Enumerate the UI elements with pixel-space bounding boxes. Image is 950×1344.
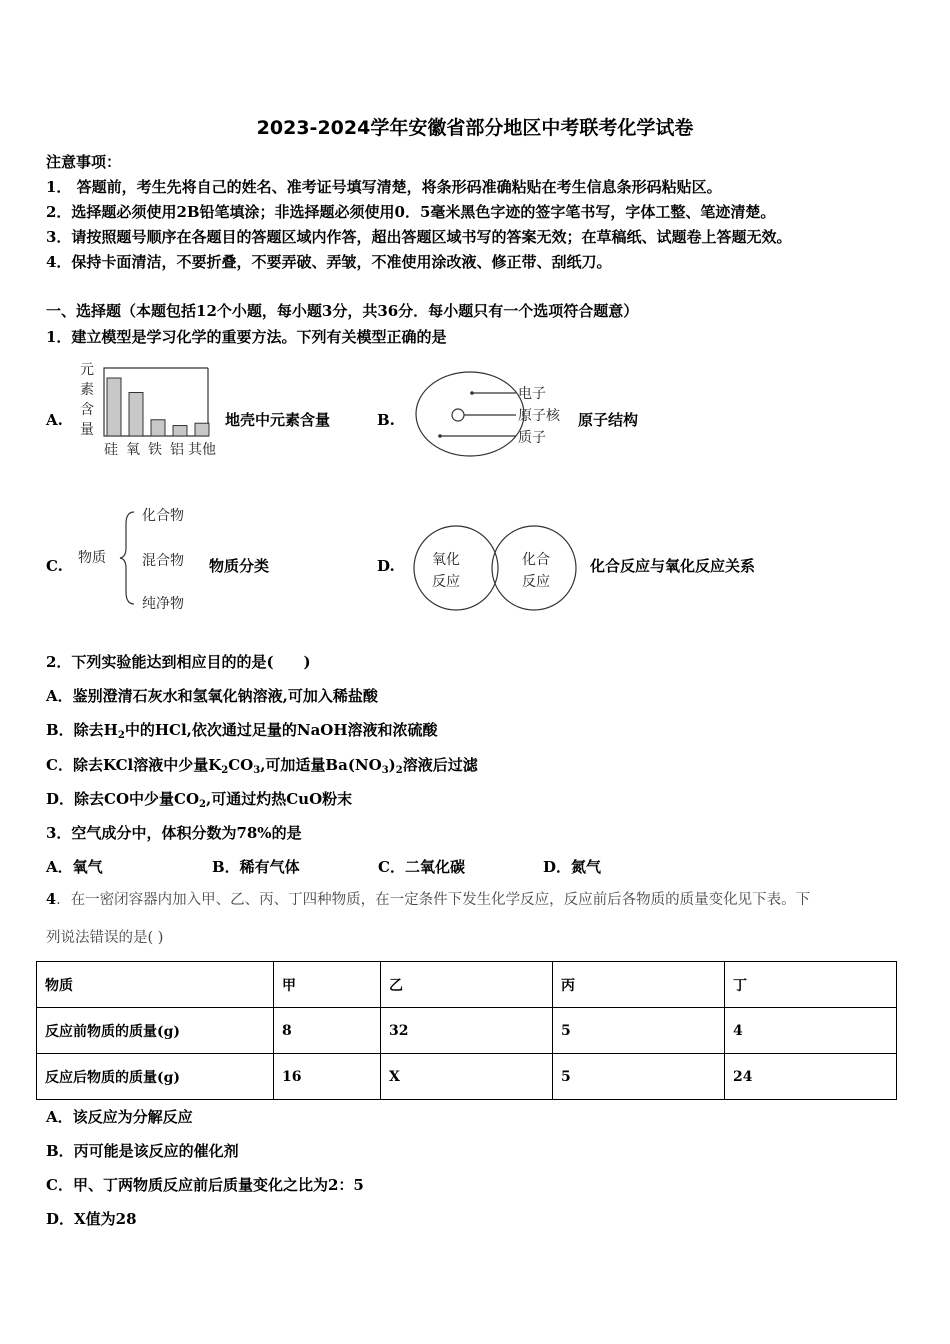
chart-category-label: 硅: [104, 442, 118, 458]
q4-stem-line1: 4．在一密闭容器内加入甲、乙、丙、丁四种物质，在一定条件下发生化学反应，反应前后各物质的质量变化见下表。下: [46, 891, 811, 908]
q4-option-d: D．X值为28: [46, 1210, 137, 1228]
page-title: 2023-2024学年安徽省部分地区中考联考化学试卷: [256, 117, 694, 139]
q3-option: C．二氧化碳: [378, 858, 465, 876]
section-heading: 一、选择题（本题包括12个小题，每小题3分，共36分．每小题只有一个选项符合题意）: [46, 302, 639, 320]
table-header-row: [37, 962, 897, 1008]
q1-d-label: D.: [377, 557, 395, 575]
chart-bar: [195, 423, 209, 436]
notice-heading: 注意事项：: [46, 153, 122, 171]
table-row: [37, 1054, 897, 1100]
atom-label-electron: 电子: [518, 386, 546, 402]
q1-stem: 1．建立模型是学习化学的重要方法。下列有关模型正确的是: [46, 328, 447, 346]
q1-c-label: C.: [46, 557, 63, 575]
table-cell: 32: [381, 1008, 553, 1054]
venn-left-label: 氧化: [432, 552, 460, 568]
q2-option-c: C．除去KCl溶液中少量$K_2CO_3$,可加适量$Ba(NO_3)_2$溶液后过滤: [46, 756, 478, 776]
chart-category-label: 氧: [126, 442, 140, 458]
venn-left-label: 反应: [432, 574, 460, 590]
chart-bar: [173, 426, 187, 436]
atom-structure-diagram: [410, 368, 580, 458]
q1-c-caption: 物质分类: [209, 557, 270, 575]
q4-option-a: A．该反应为分解反应: [46, 1108, 193, 1126]
table-cell: 反应后物质的质量(g): [37, 1054, 274, 1100]
q1-b-caption: 原子结构: [578, 411, 639, 429]
table-cell: 乙: [381, 962, 553, 1008]
q2-option-b: B．除去$H_2$中的HCl,依次通过足量的NaOH溶液和浓硫酸: [46, 721, 438, 741]
chart-category-label: 铝: [170, 442, 184, 458]
venn-right-label: 化合: [522, 552, 550, 568]
classification-branch: 混合物: [142, 553, 184, 569]
q4-option-c: C．甲、丁两物质反应前后质量变化之比为2：5: [46, 1176, 364, 1194]
chart-bar: [151, 420, 165, 436]
q3-option: B．稀有气体: [212, 858, 300, 876]
table-cell: 甲: [274, 962, 381, 1008]
table-cell: 5: [553, 1054, 725, 1100]
classification-branch: 纯净物: [142, 596, 184, 612]
table-cell: 丙: [553, 962, 725, 1008]
q1-d-caption: 化合反应与氧化反应关系: [590, 557, 756, 575]
chart-ylabel-char: 量: [80, 422, 94, 438]
q2-stem: 2．下列实验能达到相应目的的是( ): [46, 653, 311, 671]
table-cell: 4: [725, 1008, 897, 1054]
atom-label-nucleus: 原子核: [518, 408, 560, 424]
chart-category-label: 其他: [188, 442, 216, 458]
chart-ylabel-char: 素: [80, 382, 94, 398]
table-cell: X: [381, 1054, 553, 1100]
table-row: [37, 1008, 897, 1054]
table-cell: 24: [725, 1054, 897, 1100]
table-cell: 反应前物质的质量(g): [37, 1008, 274, 1054]
chart-ylabel-char: 含: [80, 402, 94, 418]
q2-option-a: A．鉴别澄清石灰水和氢氧化钠溶液,可加入稀盐酸: [46, 687, 378, 705]
table-cell: 5: [553, 1008, 725, 1054]
table-cell: 8: [274, 1008, 381, 1054]
q2-option-d: D．除去CO中少量$CO_2$,可通过灼热CuO粉末: [46, 790, 353, 810]
q4-option-b: B．丙可能是该反应的催化剂: [46, 1142, 239, 1160]
chart-category-label: 铁: [148, 442, 162, 458]
q3-option: A．氧气: [46, 858, 103, 876]
q1-a-label: A.: [46, 411, 63, 429]
classification-branch: 化合物: [142, 508, 184, 524]
atom-label-proton: 质子: [518, 430, 546, 446]
classification-root: 物质: [78, 550, 106, 566]
table-cell: 丁: [725, 962, 897, 1008]
notice-item: 1． 答题前，考生先将自己的姓名、准考证号填写清楚，将条形码准确粘贴在考生信息条形码粘贴区。: [46, 178, 722, 196]
chart-bar: [107, 378, 121, 436]
chart-ylabel-char: 元: [80, 362, 94, 378]
matter-classification-diagram: [74, 500, 204, 618]
notice-item: 3．请按照题号顺序在各题目的答题区域内作答，超出答题区域书写的答案无效；在草稿纸、试题卷上答题无效。: [46, 228, 792, 246]
venn-right-label: 反应: [522, 574, 550, 590]
q1-a-caption: 地壳中元素含量: [225, 411, 331, 429]
chart-bar: [129, 393, 143, 437]
reaction-venn-diagram: [408, 522, 586, 614]
q3-option: D．氮气: [543, 858, 602, 876]
notice-item: 4．保持卡面清洁，不要折叠，不要弄破、弄皱，不准使用涂改液、修正带、刮纸刀。: [46, 253, 612, 271]
crust-element-bar-chart: [74, 358, 220, 462]
q3-stem: 3．空气成分中，体积分数为78%的是: [46, 824, 302, 842]
q4-stem-line2: 列说法错误的是( ): [46, 930, 164, 946]
notice-item: 2．选择题必须使用2B铅笔填涂；非选择题必须使用0．5毫米黑色字迹的签字笔书写，字体工整、笔迹清楚。: [46, 203, 776, 221]
q1-b-label: B.: [377, 411, 395, 429]
table-cell: 16: [274, 1054, 381, 1100]
mass-change-table: [36, 961, 897, 1100]
table-cell: 物质: [37, 962, 274, 1008]
